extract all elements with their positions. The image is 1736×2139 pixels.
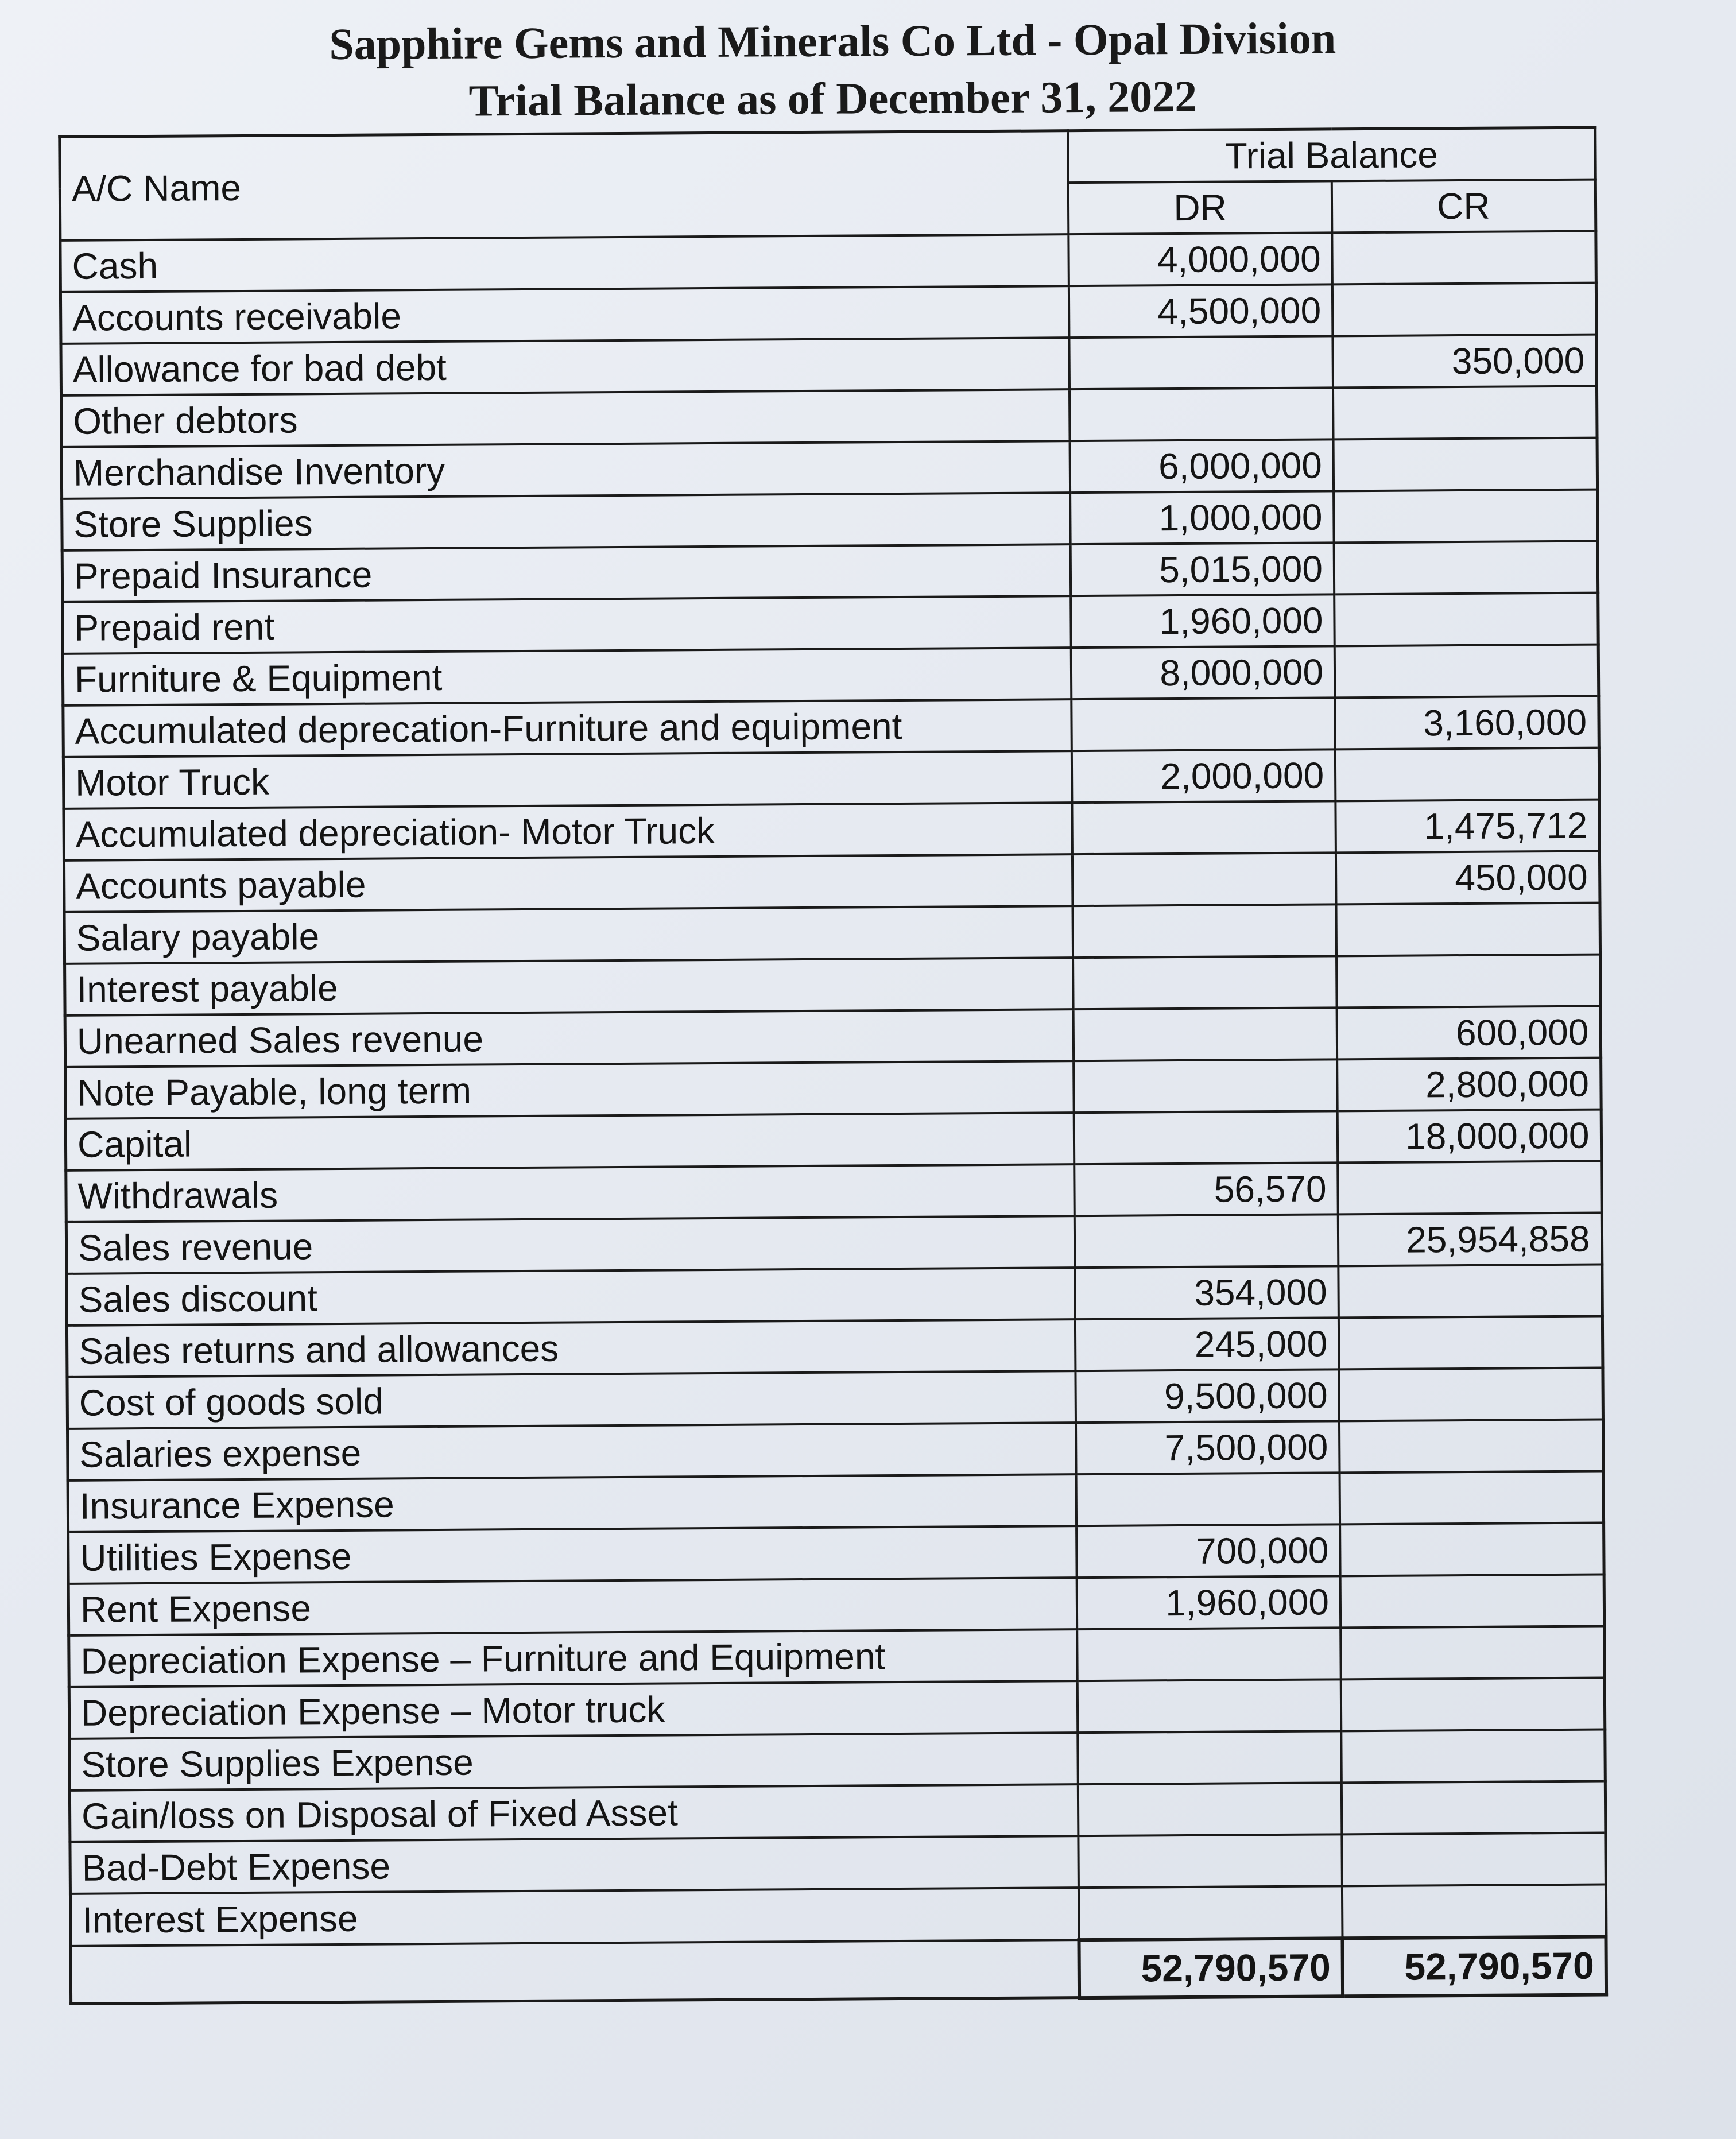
credit-cell [1339,1420,1603,1473]
credit-cell [1340,1471,1603,1525]
debit-cell [1074,1059,1337,1113]
debit-cell: 1,000,000 [1070,491,1334,544]
debit-cell [1072,801,1336,854]
debit-cell [1070,388,1333,441]
table-row [65,955,1601,1016]
account-name-cell: Sales returns and allowances [67,1319,1075,1377]
credit-header: CR [1332,180,1595,233]
credit-cell [1338,1265,1602,1318]
account-name-cell: Cash [60,234,1069,292]
account-name-cell: Motor Truck [63,751,1072,809]
credit-total: 52,790,570 [1343,1937,1607,1996]
table-row [61,438,1597,499]
account-name-cell: Interest Expense [70,1888,1079,1946]
credit-cell [1336,903,1600,956]
table-row [67,1265,1602,1326]
account-name-cell: Accumulated depreciation- Motor Truck [64,803,1072,861]
table-row [62,541,1598,602]
debit-cell [1078,1731,1341,1784]
account-name-cell: Salary payable [64,906,1073,964]
debit-cell: 245,000 [1075,1318,1339,1371]
report-title: Trial Balance as of December 31, 2022 [468,71,1198,126]
table-row [66,1213,1602,1274]
credit-cell [1332,283,1596,336]
debit-cell [1073,956,1336,1009]
table-row [64,903,1600,964]
debit-cell [1071,698,1335,751]
account-name-cell: Allowance for bad debt [61,338,1070,396]
account-name-cell: Accumulated deprecation-Furniture and equipment [63,699,1072,757]
debit-cell [1075,1214,1338,1268]
account-name-cell: Other debtors [61,389,1070,447]
account-name-cell: Capital [65,1113,1074,1171]
account-name-cell: Bad-Debt Expense [70,1836,1079,1894]
debit-cell: 6,000,000 [1070,439,1334,493]
account-name-cell: Rent Expense [68,1578,1077,1636]
account-name-cell: Salaries expense [68,1423,1076,1481]
debit-cell: 9,500,000 [1076,1369,1339,1423]
document-title [52,7,1614,132]
credit-cell: 3,160,000 [1335,696,1598,750]
table-row [60,231,1596,292]
debit-cell [1078,1679,1341,1733]
account-name-cell: Store Supplies [62,493,1071,551]
table-row [70,1885,1606,1946]
credit-cell [1335,645,1598,698]
table-row [63,748,1599,809]
debit-cell: 4,000,000 [1068,232,1332,286]
table-row [68,1420,1603,1481]
table-row [68,1471,1603,1532]
credit-cell: 1,475,712 [1335,800,1599,853]
credit-cell [1336,955,1600,1008]
debit-cell [1077,1628,1340,1681]
credit-cell [1333,386,1596,440]
account-name-cell: Unearned Sales revenue [65,1009,1074,1067]
debit-cell [1074,1111,1338,1164]
debit-cell: 56,570 [1074,1162,1338,1216]
account-name-cell: Accounts receivable [60,286,1069,344]
account-name-cell: Merchandise Inventory [61,441,1070,499]
account-name-cell: Insurance Expense [68,1474,1076,1532]
credit-cell [1340,1523,1603,1576]
table-header-row [60,127,1595,189]
credit-cell [1340,1626,1604,1680]
trial-balance-header: Trial Balance [1068,127,1595,183]
table-row [69,1626,1605,1687]
debit-cell: 1,960,000 [1071,594,1334,648]
table-row [61,386,1597,447]
credit-cell [1339,1316,1602,1370]
account-name-cell: Cost of goods sold [67,1371,1076,1429]
table-row [70,1833,1606,1894]
account-name-cell: Sales discount [67,1268,1075,1326]
table-body [60,231,1606,2004]
table-row [67,1368,1603,1429]
account-name-cell: Interest payable [65,958,1074,1016]
credit-cell [1332,231,1595,285]
table-row [61,335,1596,396]
table-row [68,1575,1604,1636]
debit-cell: 8,000,000 [1071,646,1335,699]
credit-cell [1335,748,1599,801]
table-row [68,1523,1604,1584]
credit-cell [1334,438,1597,491]
total-label-cell [71,1940,1079,2004]
debit-cell [1073,904,1336,958]
account-name-cell: Depreciation Expense – Motor truck [69,1681,1078,1739]
credit-cell [1341,1678,1605,1731]
credit-cell: 18,000,000 [1338,1110,1601,1163]
account-name-cell: Depreciation Expense – Furniture and Equipment [69,1629,1078,1687]
trial-balance-table [58,126,1608,2006]
account-name-cell: Prepaid Insurance [62,544,1071,602]
credit-cell [1341,1730,1605,1783]
debit-cell [1078,1834,1342,1888]
table-row [65,1058,1601,1119]
total-row [71,1937,1606,2004]
table-row [60,283,1596,344]
debit-cell [1074,1008,1337,1061]
table-row [69,1678,1605,1739]
trial-balance-document [52,7,1625,2005]
table-row [63,645,1598,706]
credit-cell [1342,1833,1605,1886]
credit-cell [1342,1781,1605,1835]
table-row [63,696,1599,757]
debit-cell: 5,015,000 [1071,542,1334,596]
account-name-cell: Sales revenue [66,1216,1075,1274]
debit-cell [1070,336,1333,389]
debit-cell [1072,852,1336,906]
credit-cell [1334,490,1597,543]
credit-cell: 350,000 [1332,335,1596,388]
debit-cell: 1,960,000 [1077,1576,1340,1629]
credit-cell [1338,1161,1601,1215]
debit-header: DR [1068,181,1332,234]
debit-cell: 700,000 [1076,1524,1340,1578]
account-name-cell: Store Supplies Expense [69,1733,1078,1791]
account-name-cell: Accounts payable [64,854,1072,912]
credit-cell [1334,541,1598,595]
credit-cell [1334,593,1598,646]
debit-cell [1076,1472,1340,1526]
account-name-cell: Note Payable, long term [65,1061,1074,1119]
account-name-header: A/C Name [60,131,1069,241]
table-row [65,1006,1601,1067]
debit-cell: 2,000,000 [1072,749,1335,803]
debit-total: 52,790,570 [1079,1938,1343,1997]
credit-cell: 450,000 [1336,851,1599,905]
credit-cell: 600,000 [1337,1006,1601,1060]
debit-cell [1078,1782,1342,1836]
debit-cell: 7,500,000 [1076,1421,1339,1474]
account-name-cell: Gain/loss on Disposal of Fixed Asset [69,1784,1078,1842]
table-row [63,593,1598,654]
table-row [64,851,1599,912]
account-name-cell: Prepaid rent [63,596,1071,654]
table-row [62,490,1598,551]
credit-cell: 25,954,858 [1338,1213,1602,1266]
account-name-cell: Utilities Expense [68,1526,1077,1584]
table-row [66,1161,1602,1222]
debit-cell: 354,000 [1075,1266,1338,1319]
account-name-cell: Withdrawals [66,1164,1075,1222]
table-row [65,1110,1601,1171]
table-row [64,800,1599,861]
credit-cell [1339,1368,1602,1421]
table-row [69,1781,1605,1842]
account-name-cell: Furniture & Equipment [63,648,1071,706]
table-row [69,1730,1605,1791]
debit-cell: 4,500,000 [1069,284,1332,338]
debit-cell [1079,1886,1342,1940]
table-row [67,1316,1602,1377]
credit-cell [1342,1885,1606,1939]
credit-cell [1340,1575,1604,1628]
credit-cell: 2,800,000 [1337,1058,1601,1111]
company-title: Sapphire Gems and Minerals Co Ltd - Opal Division [329,13,1336,69]
